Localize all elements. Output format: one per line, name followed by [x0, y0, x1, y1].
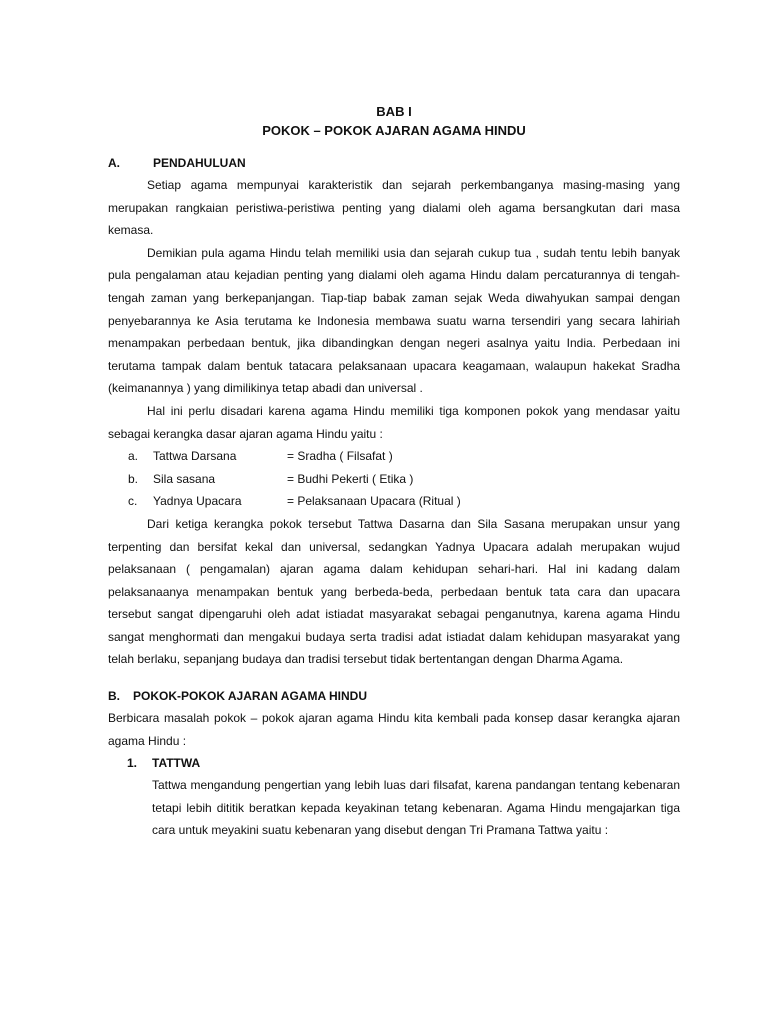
subsection-1-title: TATTWA [152, 756, 201, 771]
list-item-letter: a. [128, 449, 139, 464]
subsection-1-body [152, 774, 680, 842]
list-item-definition: = Sradha ( Filsafat ) [287, 449, 393, 464]
list-item [108, 468, 680, 491]
paragraph: Setiap agama mempunyai karakteristik dan sejarah perkembanganya masing-masing yang merupakan rangkaian peristiwa-peristiwa penting yang dialami oleh agama bersangkutan dari masa kemasa. [108, 178, 680, 238]
section-a-number: A. [108, 156, 120, 170]
list-item-term: Sila sasana [153, 471, 216, 486]
list-item-definition: = Budhi Pekerti ( Etika ) [287, 471, 414, 486]
paragraph: Tattwa mengandung pengertian yang lebih luas dari filsafat, karena pandangan tentang kebenaran tetapi lebih dititik beratkan kepada keyakinan tetang kebenaran. Agama Hindu mengajarkan tiga cara untuk meyakini suatu kebenaran yang disebut dengan Tri Pramana Tattwa yaitu : [152, 778, 680, 838]
list-item-definition: = Pelaksanaan Upacara (Ritual ) [287, 494, 461, 509]
list-item-term: Yadnya Upacara [153, 494, 242, 509]
list-item [108, 490, 680, 513]
paragraph: Demikian pula agama Hindu telah memiliki usia dan sejarah cukup tua , sudah tentu lebih banyak pula pengalaman atau kejadian penting yang dialami oleh agama Hindu dalam percaturannya di tengah-tengah zaman yang berkepanjangan. Tiap-tiap babak zaman sejak Weda diwahyukan sampai dengan penyebarannya ke Asia terutama ke Indonesia membawa suatu warna tersendiri yang secara lahiriah menampakan perbedaan bentuk, jika dibandingkan dengan negeri asalnya yaitu India. Perbedaan ini terutama tampak dalam bentuk tatacara pelaksanaan upacara keagamaan, walaupun hakekat Sradha (keimanannya ) yang dimilikinya tetap abadi dan universal . [108, 245, 680, 396]
subsection-1-number: 1. [127, 756, 138, 771]
list-item-letter: b. [128, 471, 139, 486]
section-b-number: B. [108, 689, 120, 704]
chapter-title: POKOK – POKOK AJARAN AGAMA HINDU [262, 123, 526, 138]
chapter-label: BAB I [376, 104, 412, 119]
section-b-heading [108, 685, 680, 707]
components-list [108, 445, 680, 513]
section-a-title: PENDAHULUAN [153, 156, 246, 170]
section-a-heading [108, 152, 680, 174]
page-content [108, 102, 680, 842]
paragraph: Dari ketiga kerangka pokok tersebut Tattwa Dasarna dan Sila Sasana merupakan unsur yang terpenting dan bersifat kekal dan universal, sedangkan Yadnya Upacara adalah merupakan wujud pelaksanaan ( pengamalan) ajaran agama dalam kehidupan sehari-hari. Hal ini kadang dalam pelaksanaanya menampakan bentuk yang berbeda-beda, perbedaan bentuk tata cara dan upacara tersebut sangat dipengaruhi oleh adat istiadat masyarakat sebagai penganutnya, karena agama Hindu sangat menghormati dan mengakui budaya serta tradisi adat istiadat dalam kehidupan masyarakat yang telah berlaku, sepanjang budaya dan tradisi tersebut tidak bertentangan dengan Dharma Agama. [108, 516, 680, 667]
subsection-1-heading [127, 752, 680, 774]
section-b-title: POKOK-POKOK AJARAN AGAMA HINDU [133, 689, 367, 704]
list-item-letter: c. [128, 494, 138, 509]
list-item-term: Tattwa Darsana [153, 449, 237, 464]
paragraph: Hal ini perlu disadari karena agama Hindu memiliki tiga komponen pokok yang mendasar yaitu sebagai kerangka dasar ajaran agama Hindu yaitu : [108, 403, 680, 441]
section-b-intro: Berbicara masalah pokok – pokok ajaran agama Hindu kita kembali pada konsep dasar kerangka ajaran agama Hindu : [108, 711, 680, 748]
list-item [108, 445, 680, 468]
